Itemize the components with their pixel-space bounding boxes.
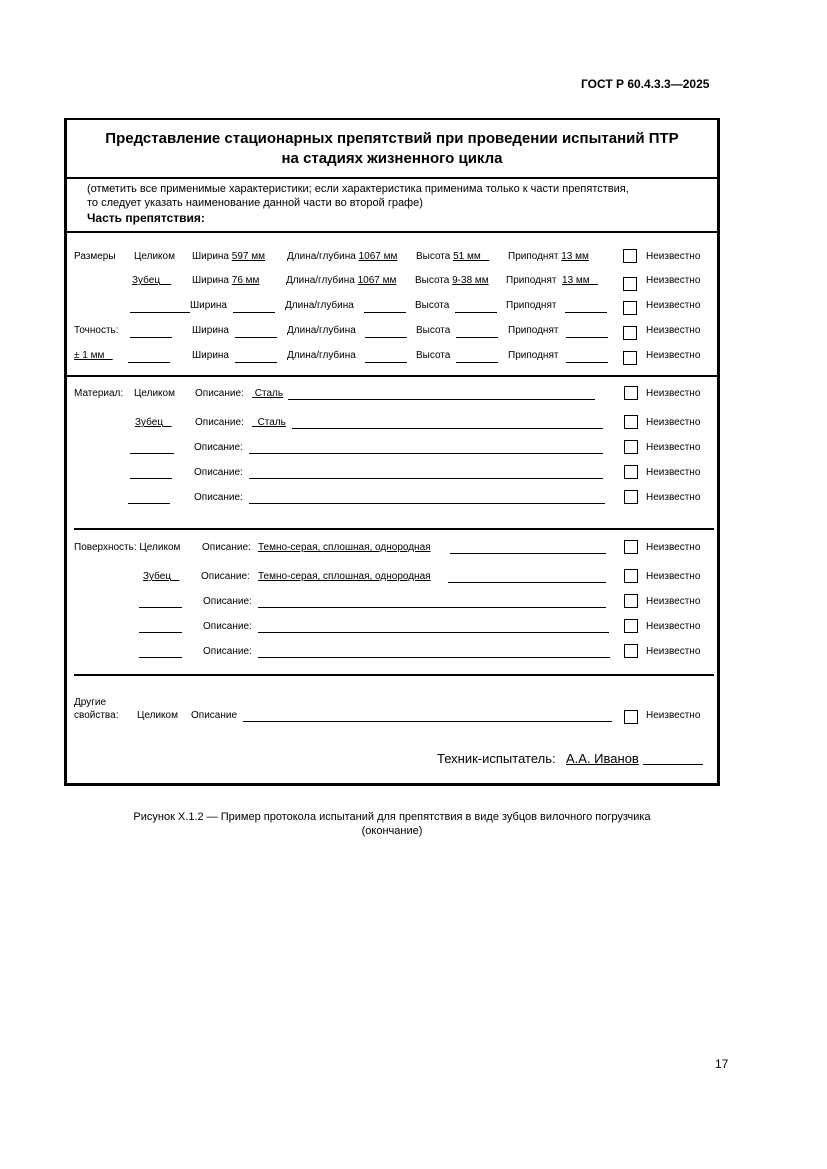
unknown-checkbox[interactable] [623,351,637,365]
unknown-checkbox[interactable] [624,490,638,504]
unknown-checkbox[interactable] [624,415,638,429]
figure-caption-line1: Рисунок Х.1.2 — Пример протокола испытаний для препятствия в виде зубцов вилочного погрузчика [133,811,651,823]
length-blank[interactable] [364,312,406,313]
width-label: Ширина [192,350,229,361]
figure-caption-line2: (окончание) [361,825,423,837]
other-whole-label: Целиком [137,710,178,721]
width-label: Ширина [190,300,227,311]
technician-label: Техник-испытатель: [437,751,556,766]
other-label-line2: свойства: [74,710,119,721]
accuracy-label: Точность: [74,325,119,336]
raised-blank[interactable] [566,362,608,363]
width-value[interactable]: 76 мм [231,275,260,286]
length-label: Длина/глубина [285,300,354,311]
raised-value[interactable]: 13 мм [562,275,590,286]
length-label: Длина/глубина [287,350,356,361]
unknown-checkbox[interactable] [624,465,638,479]
height-value[interactable]: 9-38 мм [452,275,489,286]
part-blank[interactable] [139,607,182,608]
height-label: Высота [416,350,451,361]
desc-label: Описание: [194,492,243,503]
unknown-checkbox[interactable] [624,386,638,400]
part-blank[interactable] [128,362,170,363]
width-blank[interactable] [235,337,277,338]
width-blank[interactable] [235,362,277,363]
height-blank[interactable] [456,337,498,338]
unknown-label: Неизвестно [646,621,701,632]
unknown-label: Неизвестно [646,710,701,721]
raised-value[interactable]: 13 мм [561,251,589,262]
note-line2: то следует указать наименование данной части во второй графе) [87,197,423,209]
desc-line[interactable] [249,453,603,454]
material-value[interactable]: Сталь [257,417,286,428]
height-label: Высота [416,251,451,262]
raised-blank[interactable] [566,337,608,338]
height-blank[interactable] [456,362,498,363]
unknown-label: Неизвестно [646,492,701,503]
material-divider [74,528,714,530]
part-blank[interactable] [139,632,182,633]
form-title-line2: на стадиях жизненного цикла [281,150,503,167]
unknown-checkbox[interactable] [624,619,638,633]
page-number: 17 [715,1057,729,1071]
height-label: Высота [415,300,450,311]
unknown-checkbox[interactable] [623,301,637,315]
desc-line[interactable] [249,503,605,504]
desc-label: Описание: [203,596,252,607]
width-blank[interactable] [233,312,275,313]
unknown-checkbox[interactable] [624,644,638,658]
raised-label: Приподнят [506,275,557,286]
part-blank[interactable] [139,657,182,658]
desc-line [288,399,595,400]
height-value[interactable]: 51 мм [453,251,481,262]
material-whole-label: Целиком [134,388,175,399]
unknown-checkbox[interactable] [623,326,637,340]
length-value[interactable]: 1067 мм [357,275,397,286]
desc-line[interactable] [258,607,432,608]
width-label: Ширина [192,251,229,262]
material-label: Материал: [74,388,124,399]
desc-label: Описание: [195,388,244,399]
raised-label: Приподнят [506,300,557,311]
unknown-label: Неизвестно [646,251,701,262]
unknown-label: Неизвестно [646,646,701,657]
dim-whole-label: Целиком [134,251,175,262]
note-divider [67,231,717,233]
unknown-label: Неизвестно [646,542,701,553]
surface-value[interactable]: Темно-серая, сплошная, однородная [258,542,431,553]
unknown-checkbox[interactable] [624,540,638,554]
unknown-label: Неизвестно [646,350,701,361]
surface-divider [74,674,714,676]
raised-blank[interactable] [565,312,607,313]
unknown-label: Неизвестно [646,325,701,336]
length-value[interactable]: 1067 мм [358,251,398,262]
part-blank[interactable] [130,453,174,454]
desc-label: Описание: [201,571,250,582]
desc-line[interactable] [258,632,609,633]
other-label-line1: Другие [74,697,107,708]
unknown-label: Неизвестно [646,467,701,478]
title-divider [67,177,717,179]
note-line1: (отметить все применимые характеристики; если характеристика применима только к части препятствия, [87,183,629,195]
length-label: Длина/глубина [287,251,356,262]
unknown-checkbox[interactable] [623,249,637,263]
height-label: Высота [415,275,450,286]
length-blank[interactable] [365,362,407,363]
dimensions-divider [67,375,717,377]
height-label: Высота [416,325,451,336]
height-blank[interactable] [455,312,497,313]
unknown-label: Неизвестно [646,417,701,428]
standard-number: ГОСТ Р 60.4.3.3—2025 [581,77,710,91]
other-desc-line[interactable] [243,721,612,722]
desc-label: Описание: [202,542,251,553]
technician-name[interactable]: А.А. Иванов [566,751,639,766]
material-value[interactable]: Сталь [254,388,284,399]
accuracy-blank[interactable] [130,337,172,338]
raised-label: Приподнят [508,251,559,262]
desc-label: Описание: [203,646,252,657]
dim-tooth-label: Зубец [132,275,161,286]
width-value[interactable]: 597 мм [231,251,265,262]
desc-line[interactable] [249,478,603,479]
desc-label: Описание: [195,417,244,428]
raised-label: Приподнят [508,325,559,336]
desc-label: Описание: [203,621,252,632]
unknown-checkbox[interactable] [624,710,638,724]
desc-line[interactable] [258,657,610,658]
unknown-label: Неизвестно [646,596,701,607]
desc-line [448,582,606,583]
raised-label: Приподнят [508,350,559,361]
part-blank[interactable] [130,478,172,479]
unknown-label: Неизвестно [646,300,701,311]
width-label: Ширина [192,275,229,286]
technician-line [643,764,703,765]
surface-tooth-label: Зубец [143,571,172,582]
material-tooth-label: Зубец [135,417,164,428]
desc-line [292,428,603,429]
form-title-line1: Представление стационарных препятствий при проведении испытаний ПТР [105,130,679,147]
length-label: Длина/глубина [286,275,355,286]
unknown-checkbox[interactable] [623,277,637,291]
other-desc-label: Описание [191,710,238,721]
unknown-label: Неизвестно [646,442,701,453]
surface-label: Поверхность: Целиком [74,542,181,553]
unknown-label: Неизвестно [646,571,701,582]
unknown-label: Неизвестно [646,388,701,399]
part-blank[interactable] [128,503,170,504]
part-blank[interactable] [130,312,190,313]
part-label: Часть препятствия: [87,211,205,225]
desc-label: Описание: [194,467,243,478]
width-label: Ширина [192,325,229,336]
surface-value[interactable]: Темно-серая, сплошная, однородная [258,571,431,582]
dimensions-label: Размеры [74,251,116,262]
unknown-checkbox[interactable] [624,594,638,608]
accuracy-value[interactable]: ± 1 мм [74,350,105,361]
unknown-checkbox[interactable] [624,440,638,454]
unknown-label: Неизвестно [646,275,701,286]
length-blank[interactable] [365,337,407,338]
length-label: Длина/глубина [287,325,356,336]
desc-line[interactable] [432,607,606,608]
desc-line [450,553,606,554]
unknown-checkbox[interactable] [624,569,638,583]
desc-label: Описание: [194,442,243,453]
